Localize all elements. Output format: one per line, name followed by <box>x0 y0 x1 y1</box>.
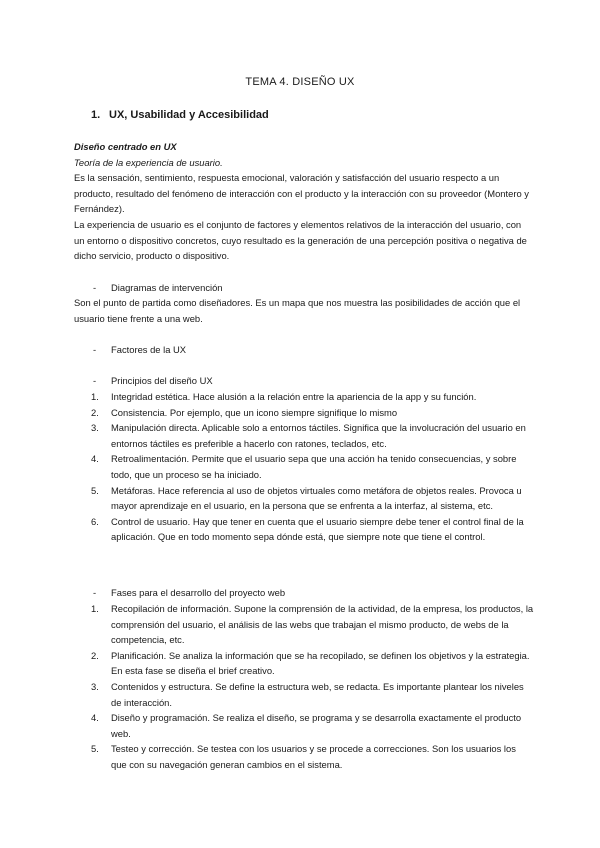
bullet-dash: - <box>93 282 97 293</box>
paragraph-3: Son el punto de partida como diseñadores. Es un mapa que nos muestra las posibilidades de acción que el usuario tiene frente a una web. <box>74 297 521 324</box>
paragraph-1: Es la sensación, sentimiento, respuesta emocional, valoración y satisfacción del usuario respecto a un producto, resultado del fenómeno de interacción con el producto y la interacción con su proveedor (Montero y Fernández). <box>74 172 529 215</box>
bullet-factores-text: Factores de la UX <box>111 344 187 355</box>
list-text: Integridad estética. Hace alusión a la relación entre la apariencia de la app y su función. <box>111 391 477 402</box>
list-number: 1. <box>91 603 99 614</box>
fases-list <box>74 601 534 773</box>
bullet-principios-text: Principios del diseño UX <box>111 375 213 386</box>
list-item <box>74 483 534 514</box>
list-text: Recopilación de información. Supone la comprensión de la actividad, de la empresa, los productos, la comprensión del usuario, el análisis de las webs que trabajan el mismo producto, de webs de la competencia, etc. <box>111 603 534 646</box>
intro-block <box>74 139 534 264</box>
bullet-fases-text: Fases para el desarrollo del proyecto web <box>111 587 286 598</box>
bullet-diagramas-text: Diagramas de intervención <box>111 282 223 293</box>
list-number: 3. <box>91 680 99 692</box>
list-number: 2. <box>91 649 99 661</box>
section-label: UX, Usabilidad y Accesibilidad <box>109 109 269 121</box>
list-text: Manipulación directa. Aplicable solo a entornos táctiles. Significa que la involucración del usuario en entornos táctiles es preferible a hacerlo con ratones, teclados, etc. <box>111 422 526 449</box>
list-number: 1. <box>91 391 99 402</box>
list-number: 5. <box>91 743 99 755</box>
list-number: 5. <box>91 484 99 496</box>
list-text: Control de usuario. Hay que tener en cuenta que el usuario siempre debe tener el control final de la aplicación. Que en todo momento sepa dónde está, que siempre note que tiene el control. <box>111 515 524 543</box>
list-text: Contenidos y estructura. Se define la estructura web, se redacta. Es importante plantear los niveles de interacción. <box>111 680 524 708</box>
list-item <box>74 679 534 710</box>
list-text: Testeo y corrección. Se testea con los usuarios y se procede a correcciones. Son los usuarios los que con su navegación generan cambios en el sistema. <box>111 743 516 770</box>
list-number: 4. <box>91 712 99 724</box>
list-text: Planificación. Se analiza la información que se ha recopilado, se definen los objetivos y la estrategia. En esta fase se diseña el brief creativo. <box>111 649 530 677</box>
document-title: TEMA 4. DISEÑO UX <box>245 76 355 88</box>
list-item <box>74 405 534 421</box>
list-item <box>74 389 534 405</box>
list-item <box>74 420 534 451</box>
bullet-dash: - <box>93 344 97 355</box>
list-text: Metáforas. Hace referencia al uso de objetos virtuales como metáfora de objetos reales. Provoca u mayor aprendizaje en el usuario, en la persona que se enfrenta a la interfaz, al sistema, etc. <box>111 484 522 512</box>
list-text: Diseño y programación. Se realiza el diseño, se programa y se desarrolla exactamente el producto web. <box>111 712 522 739</box>
paragraph-2: La experiencia de usuario es el conjunto de factores y elementos relativos de la interacción del usuario, con un entorno o dispositivo concretos, cuyo resultado es la generación de una percepción positiva o negativa de dicho servicio, producto o dispositivo. <box>74 218 527 262</box>
subheading-italic: Teoría de la experiencia de usuario. <box>74 156 223 168</box>
bullet-dash: - <box>93 375 97 386</box>
list-item <box>74 514 534 545</box>
section-number: 1. <box>91 109 101 121</box>
list-item <box>74 710 534 741</box>
subheading: Diseño centrado en UX <box>74 141 177 152</box>
list-number: 6. <box>91 515 99 527</box>
list-item <box>74 601 534 648</box>
bullet-dash: - <box>93 587 97 598</box>
principios-list <box>74 389 534 545</box>
list-text: Retroalimentación. Permite que el usuario sepa que una acción ha tenido consecuencias, y sobre todo, que un proceso se ha iniciado. <box>111 453 517 480</box>
list-text: Consistencia. Por ejemplo, que un icono siempre signifique lo mismo <box>111 406 398 418</box>
list-item <box>74 741 534 772</box>
list-number: 2. <box>91 406 99 418</box>
list-item <box>74 451 534 482</box>
list-number: 3. <box>91 422 99 434</box>
list-number: 4. <box>91 453 99 465</box>
list-item <box>74 648 534 679</box>
